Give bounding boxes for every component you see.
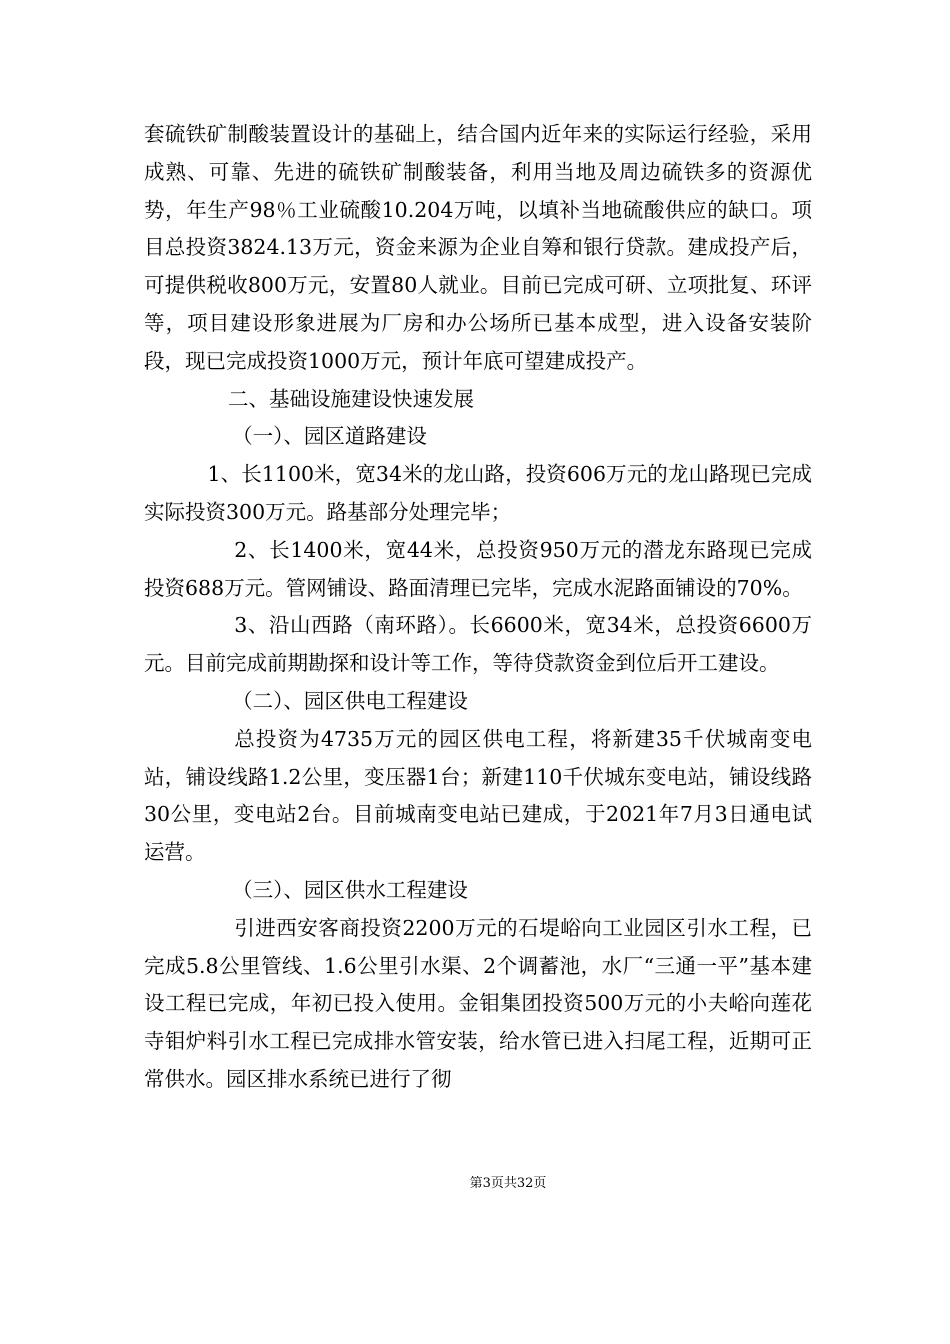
section-heading-infrastructure: 二、基础设施建设快速发展: [228, 386, 475, 411]
paragraph-road-3: 3、沿山西路（南环路）。长6600米，宽34米，总投资6600万元。目前完成前期勘探和设计等工作，等待贷款资金到位后开工建设。: [144, 613, 812, 676]
subsection-heading-power: （二）、园区供电工程建设: [232, 688, 468, 713]
paragraph-water-supply: 引进西安客商投资2200万元的石堤峪向工业园区引水工程，已完成5.8公里管线、1.6公里引水渠、2个调蓄池，水厂“三通一平”基本建设工程已完成，年初已投入使用。金钼集团投资500万元的小夫峪向莲花寺钼炉料引水工程已完成排水管安装，给水管已进入扫尾工程，近期可正常供水。园区排水系统已进行了彻: [144, 915, 812, 1091]
page-number-footer: 第3页共32页: [469, 1176, 547, 1191]
paragraph-sulfuric-acid-project: 套硫铁矿制酸装置设计的基础上，结合国内近年来的实际运行经验，采用成熟、可靠、先进的硫铁矿制酸装备，利用当地及周边硫铁多的资源优势，年生产98％工业硫酸10.204万吨，以填补当地硫酸供应的缺口。项目总投资3824.13万元，资金来源为企业自筹和银行贷款。建成投产后，可提供税收800万元，安置80人就业。目前已完成可研、立项批复、环评等，项目建设形象进展为厂房和办公场所已基本成型，进入设备安装阶段，现已完成投资1000万元，预计年底可望建成投产。: [144, 122, 812, 373]
paragraph-road-2: 2、长1400米，宽44米，总投资950万元的潜龙东路现已完成投资688万元。管网铺设、路面清理已完毕，完成水泥路面铺设的70%。: [144, 537, 812, 600]
paragraph-road-1: 1、长1100米，宽34米的龙山路，投资606万元的龙山路现已完成实际投资300万元。路基部分处理完毕；: [144, 462, 812, 524]
document-body: [144, 116, 812, 1099]
subsection-heading-roads: （一）、园区道路建设: [232, 424, 427, 449]
subsection-heading-water: （三）、园区供水工程建设: [232, 877, 468, 902]
paragraph-power-supply: 总投资为4735万元的园区供电工程，将新建35千伏城南变电站，铺设线路1.2公里，变压器1台；新建110千伏城东变电站，铺设线路30公里，变电站2台。目前城南变电站已建成，于2021年7月3日通电试运营。: [144, 726, 812, 865]
